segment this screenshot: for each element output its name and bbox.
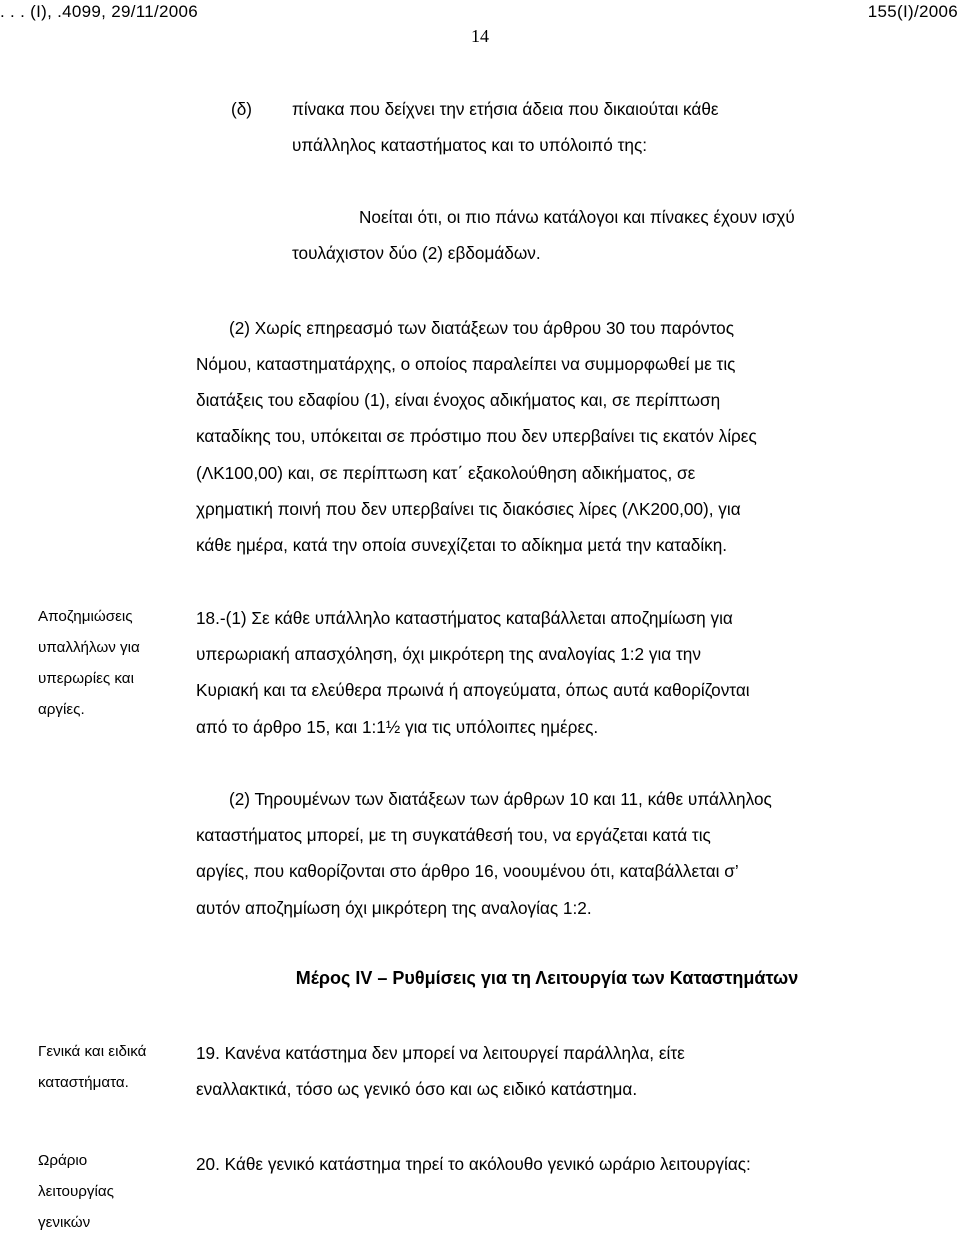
section-19-line: 19. Κανένα κατάστημα δεν μπορεί να λειτουργεί παράλληλα, είτε [196,1043,685,1063]
item-d-line: πίνακα που δείχνει την ετήσια άδεια που δικαιούται κάθε [292,99,719,119]
section-18-2-line: (2) Τηρουμένων των διατάξεων των άρθρων 10 και 11, κάθε υπάλληλος [229,789,772,809]
section-18-2-line: αργίες, που καθορίζονται στο άρθρο 16, νοουμένου ότι, καταβάλλεται σ’ [196,861,739,881]
item-label: (δ) [231,99,253,119]
margin-note-line: Γενικά και ειδικά [38,1043,147,1060]
item-d-line: υπάλληλος καταστήματος και το υπόλοιπό της: [292,135,648,155]
section-18-line: Κυριακή και τα ελεύθερα πρωινά ή απογεύματα, όπως αυτά καθορίζονται [196,680,750,700]
proviso-line: Νοείται ότι, οι πιο πάνω κατάλογοι και πίνακες έχουν ισχύ [359,207,795,227]
margin-note-line: καταστήματα. [38,1074,129,1091]
running-header-right: 155(Ι)/2006 [867,2,958,21]
margin-note-line: Αποζημιώσεις [38,608,133,625]
part-title: Μέρος ΙV – Ρυθμίσεις για τη Λειτουργία των Καταστημάτων [295,968,799,988]
margin-note-line: αργίες. [38,701,85,718]
para-2-line: κάθε ημέρα, κατά την οποία συνεχίζεται το αδίκημα μετά την καταδίκη. [196,535,728,555]
para-2-line: Νόμου, καταστηματάρχης, ο οποίος παραλείπει να συμμορφωθεί με τις [196,354,736,374]
margin-note-line: υπαλλήλων για [38,639,140,656]
para-2-line: (ΛΚ100,00) και, σε περίπτωση κατ΄ εξακολούθηση αδικήματος, σε [196,463,696,483]
section-19-line: εναλλακτικά, τόσο ως γενικό όσο και ως ειδικό κατάστημα. [196,1079,638,1099]
proviso-line: τουλάχιστον δύο (2) εβδομάδων. [292,243,541,263]
para-2-line: διατάξεις του εδαφίου (1), είναι ένοχος αδικήματος και, σε περίπτωση [196,390,721,410]
section-20-line: 20. Κάθε γενικό κατάστημα τηρεί το ακόλουθο γενικό ωράριο λειτουργίας: [196,1154,751,1174]
section-18-line: 18.-(1) Σε κάθε υπάλληλο καταστήματος καταβάλλεται αποζημίωση για [196,608,733,628]
section-18-line: υπερωριακή απασχόληση, όχι μικρότερη της αναλογίας 1:2 για την [196,644,701,664]
margin-note-line: λειτουργίας [38,1183,114,1200]
margin-note-line: υπερωρίες και [38,670,134,687]
section-18-2-line: καταστήματος μπορεί, με τη συγκατάθεσή του, να εργάζεται κατά τις [196,825,711,845]
para-2-line: καταδίκης του, υπόκειται σε πρόστιμο που δεν υπερβαίνει τις εκατόν λίρες [196,426,757,446]
page-number: 14 [471,26,489,46]
para-2-line: (2) Χωρίς επηρεασμό των διατάξεων του άρθρου 30 του παρόντος [229,318,735,338]
margin-note-line: γενικών [38,1214,91,1231]
margin-note-line: Ωράριο [38,1152,88,1169]
para-2-line: χρηματική ποινή που δεν υπερβαίνει τις διακόσιες λίρες (ΛΚ200,00), για [196,499,741,519]
section-18-2-line: αυτόν αποζημίωση όχι μικρότερη της αναλογίας 1:2. [196,898,592,918]
section-18-line: από το άρθρο 15, και 1:1½ για τις υπόλοιπες ημέρες. [196,717,599,737]
running-header-left: . . . (Ι), .4099, 29/11/2006 [0,2,199,21]
